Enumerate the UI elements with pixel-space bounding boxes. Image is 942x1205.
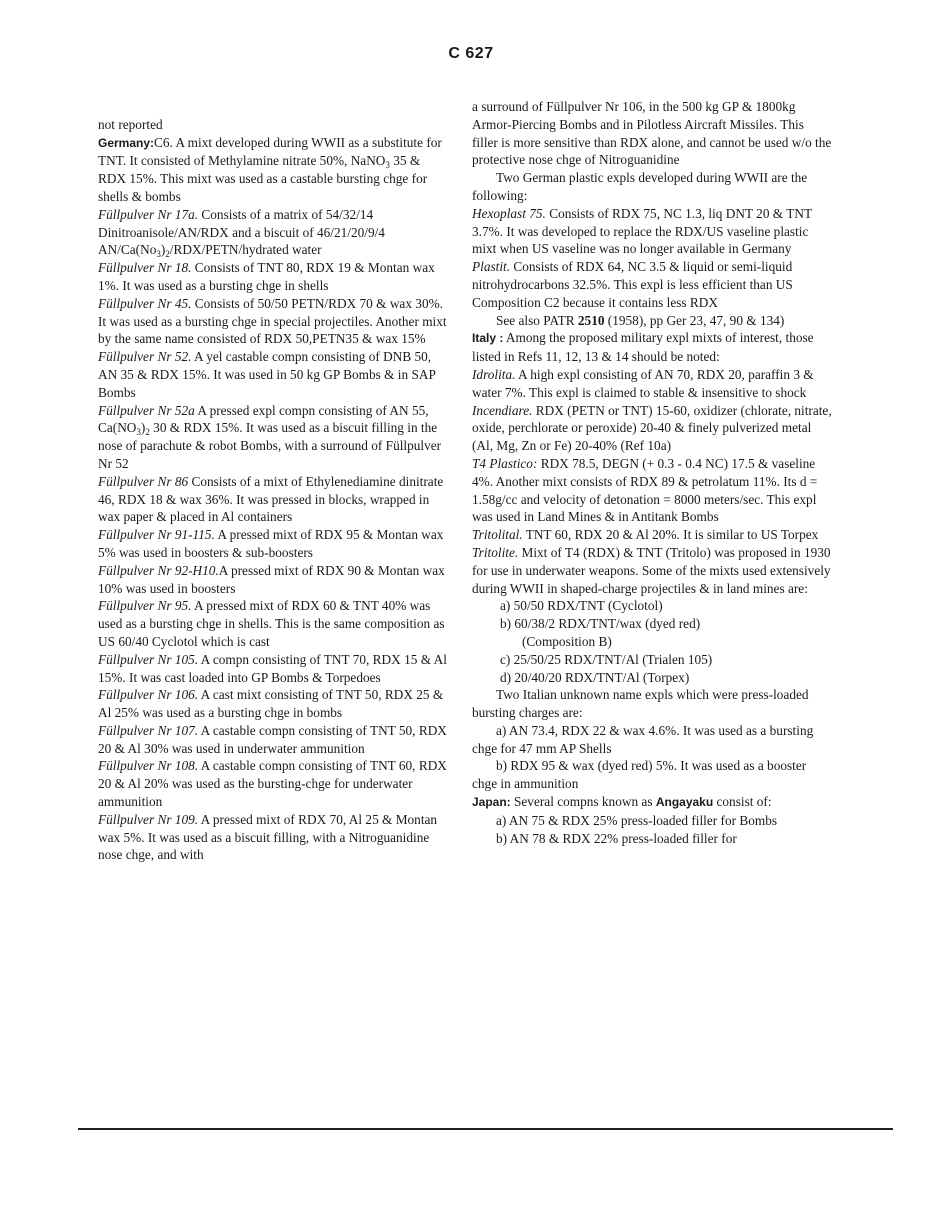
germany-text: C6. A mixt developed during WWII as a substitute for TNT. It consisted of Methylamine nitrate 50%, NaNO [98, 134, 442, 169]
paragraph-italy [472, 329, 832, 366]
entry-text: RDX (PETN or TNT) 15-60, oxidizer (chlorate, nitrate, oxide, perchlorate or peroxide) 20-40 & finely pulverized metal (Al, Mg, Zn or Fe) 20-40% (Ref 10a) [472, 402, 832, 454]
entry-text: A castable compn consisting of TNT 60, RDX 20 & Al 20% was used as the bursting-chge for underwater ammunition [98, 758, 447, 810]
paragraph-surround: a surround of Füllpulver Nr 106, in the 500 kg GP & 1800kg Armor-Piercing Bombs and in Pilotless Aircraft Missiles. This filler is more sensitive than RDX alone, and cannot be used w/o the protective nose chge of Nitroguanidine [472, 99, 832, 168]
entry-name: Idrolita. [472, 366, 516, 382]
entry-name: Füllpulver Nr 107. [98, 722, 199, 738]
subscript: 3 [156, 249, 161, 260]
entry-fp91 [98, 526, 450, 562]
entry-text: TNT 60, RDX 20 & Al 20%. It is similar to US Torpex [522, 527, 819, 543]
japan-text: consist of: [713, 794, 772, 810]
entry-text: A cast mixt consisting of TNT 50, RDX 25 & Al 25% was used as a bursting chge in bombs [98, 687, 444, 721]
entry-name: Füllpulver Nr 52a [98, 402, 195, 418]
entry-fp106 [98, 686, 450, 722]
entry-text: Consists of RDX 75, NC 1.3, liq DNT 20 & TNT 3.7%. It was developed to replace the RDX/US vaseline plastic mixt when US vaseline was no longer available in Germany [472, 205, 812, 257]
list-item: a) 50/50 RDX/TNT (Cyclotol) [500, 598, 663, 614]
entry-incendiare [472, 402, 832, 455]
reference-number: 2510 [577, 312, 605, 328]
entry-name: Tritolital. [472, 527, 523, 543]
entry-text: /RDX/PETN/hydrated water [169, 242, 322, 258]
entry-text: ) [160, 242, 166, 258]
entry-fp109 [98, 811, 450, 864]
entry-name: Füllpulver Nr 45. [98, 295, 192, 311]
entry-name: Tritolite. [472, 544, 519, 560]
entry-text: A pressed mixt of RDX 95 & Montan wax 5% was used in boosters & sub-boosters [98, 527, 444, 560]
entry-text: A pressed mixt of RDX 90 & Montan wax 10% was used in boosters [98, 562, 445, 596]
germany-tail: 35 & RDX 15%. This mixt was used as a castable bursting chge for shells & bombs [98, 153, 428, 204]
footer-rule [78, 1128, 893, 1130]
list-item: a) AN 75 & RDX 25% press-loaded filler for Bombs [496, 812, 778, 828]
see-also-text: See also PATR [496, 312, 578, 328]
entry-name: T4 Plastico: [472, 455, 538, 471]
entry-name: Füllpulver Nr 92-H10. [98, 562, 219, 578]
entry-text: A castable compn consisting of TNT 50, RDX 20 & Al 30% was used in underwater ammunition [98, 722, 447, 756]
entry-text: A yel castable compn consisting of DNB 50, AN 35 & RDX 15%. It was used in 50 kg GP Bombs & in SAP Bombs [98, 349, 436, 400]
entry-text: A pressed mixt of RDX 70, Al 25 & Montan wax 5%. It was used as a biscuit filling, with a Nitroguanidine nose chge, and with [98, 811, 438, 863]
entry-text: Consists of a matrix of 54/32/14 Dinitroanisole/AN/RDX and a biscuit of 46/21/20/9/4 AN/Ca(No [98, 206, 385, 258]
list-item: b) 60/38/2 RDX/TNT/wax (dyed red) [500, 616, 701, 632]
entry-text: Consists of a mixt of Ethylenediamine dinitrate 46, RDX 18 & wax 36%. It was pressed in blocks, wrapped in wax paper & placed in Al containers [98, 473, 444, 525]
section-label-italy: Italy : [472, 331, 504, 346]
entry-fp52 [98, 348, 450, 401]
list-item: (Composition B) [522, 633, 612, 649]
section-label-germany: Germany: [98, 135, 155, 150]
japan-term: Angayaku [655, 795, 714, 810]
entry-text: ) [140, 420, 146, 436]
entry-fp52a [98, 402, 450, 473]
entry-name: Füllpulver Nr 95. [98, 598, 192, 614]
subscript: 3 [136, 427, 141, 438]
section-label-japan: Japan: [472, 795, 511, 810]
left-column [98, 98, 450, 864]
list-item: b) AN 78 & RDX 22% press-loaded filler for [496, 830, 737, 846]
entry-fp17a [98, 206, 450, 259]
paragraph-not-reported: not reported [98, 116, 163, 132]
entry-text: A pressed mixt of RDX 60 & TNT 40% was used as a bursting chge in shells. This is the same composition as US 60/40 Cyclotol which is cast [98, 598, 445, 649]
entry-name: Füllpulver Nr 91-115. [98, 527, 215, 543]
entry-name: Füllpulver Nr 18. [98, 260, 192, 276]
entry-fp45 [98, 295, 450, 348]
entry-name: Incendiare. [472, 402, 533, 418]
entry-hexoplast [472, 205, 832, 258]
entry-t4-plastico [472, 455, 832, 526]
entry-plastit [472, 258, 832, 311]
list-item: a) AN 73.4, RDX 22 & wax 4.6%. It was used as a bursting chge for 47 mm AP Shells [472, 722, 814, 756]
entry-text: Consists of RDX 64, NC 3.5 & liquid or semi-liquid nitrohydrocarbons 32.5%. This expl is less efficient than US Composition C2 because it contains less RDX [472, 259, 793, 310]
list-item: d) 20/40/20 RDX/TNT/Al (Torpex) [500, 669, 690, 685]
entry-fp108 [98, 757, 450, 810]
list-item: c) 25/50/25 RDX/TNT/Al (Trialen 105) [500, 651, 713, 667]
entry-name: Plastit. [472, 259, 511, 275]
paragraph-see-also [472, 312, 844, 330]
entry-text: Mixt of T4 (RDX) & TNT (Tritolo) was proposed in 1930 for use in underwater weapons. Some of the mixts used extensively during WWII in shaped-charge projectiles & in land mines are: [472, 544, 831, 596]
entry-fp107 [98, 722, 450, 758]
italy-text: Among the proposed military expl mixts of interest, those listed in Refs 11, 12, 13 & 14 should be noted: [472, 330, 814, 365]
entry-tritolital [472, 526, 832, 544]
entry-text: 30 & RDX 15%. It was used as a biscuit filling in the nose of parachute & robot Bombs, with a surround of Füllpulver Nr 52 [98, 420, 442, 471]
entry-text: RDX 78.5, DEGN (+ 0.3 - 0.4 NC) 17.5 & vaseline 4%. Another mixt consists of RDX 89 & petrolatum 11%. Its d = 1.58g/cc and velocity of detonation = 8000 meters/sec. This expl was used in Land Mines & in Antitank Bombs [472, 455, 818, 525]
japan-text: Several compns known as [510, 794, 656, 810]
entry-fp95 [98, 597, 450, 650]
subscript: 2 [165, 249, 170, 260]
column-spacer [98, 98, 450, 116]
entry-fp92 [98, 562, 450, 598]
entry-idrolita [472, 366, 832, 402]
entry-name: Füllpulver Nr 17a. [98, 206, 199, 222]
entry-name: Hexoplast 75. [472, 205, 546, 221]
entry-fp105 [98, 651, 450, 687]
subscript: 3 [385, 160, 390, 171]
entry-text: A compn consisting of TNT 70, RDX 15 & Al 15%. It was cast loaded into GP Bombs & Torpedoes [98, 651, 447, 685]
paragraph-two-italian: Two Italian unknown name expls which were press-loaded bursting charges are: [472, 687, 809, 721]
entry-text: A pressed expl compn consisting of AN 55, Ca(NO [98, 402, 429, 436]
paragraph-japan [472, 793, 832, 812]
entry-name: Füllpulver Nr 105. [98, 651, 199, 667]
entry-fp18 [98, 259, 450, 295]
entry-name: Füllpulver Nr 86 [98, 473, 189, 489]
see-also-text: (1958), pp Ger 23, 47, 90 & 134) [604, 312, 785, 328]
right-column [472, 98, 832, 847]
list-item: b) RDX 95 & wax (dyed red) 5%. It was used as a booster chge in ammunition [472, 758, 807, 792]
entry-name: Füllpulver Nr 106. [98, 687, 199, 703]
entry-text: A high expl consisting of AN 70, RDX 20, paraffin 3 & water 7%. This expl is claimed to stable & insensitive to shock [472, 366, 814, 400]
entry-text: Consists of TNT 80, RDX 19 & Montan wax 1%. It was used as a bursting chge in shells [98, 260, 435, 293]
subscript: 2 [145, 427, 150, 438]
entry-name: Füllpulver Nr 109. [98, 811, 199, 827]
entry-text: Consists of 50/50 PETN/RDX 70 & wax 30%. It was used as a bursting chge in special projectiles. Another mixt by the same name consisted of RDX 50,PETN35 & wax 15% [98, 295, 447, 347]
page-header: C 627 [448, 45, 494, 62]
paragraph-germany [98, 134, 450, 206]
entry-fp86 [98, 473, 450, 526]
entry-tritolite [472, 544, 832, 597]
entry-name: Füllpulver Nr 108. [98, 758, 199, 774]
paragraph-german-plastics: Two German plastic expls developed during WWII are the following: [472, 170, 808, 203]
entry-name: Füllpulver Nr 52. [98, 349, 192, 365]
